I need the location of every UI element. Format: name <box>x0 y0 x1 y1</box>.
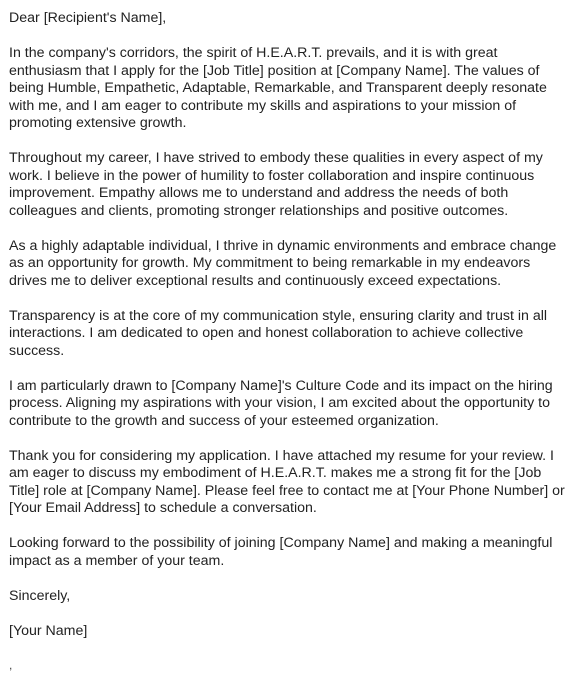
cover-letter <box>9 10 571 689</box>
paragraph-looking-forward: Looking forward to the possibility of joining [Company Name] and making a meaningful impact as a member of your team. <box>9 535 553 569</box>
salutation: Dear [Recipient's Name], <box>9 10 167 26</box>
paragraph-intro: In the company's corridors, the spirit of H.E.A.R.T. prevails, and it is with great enthusiasm that I apply for the [Job Title] position at [Company Name]. The values of being Humble, Empathetic, Adaptable, Remarkable, and Transparent deeply resonate with me, and I am eager to contribute my skills and aspirations to your mission of promoting extensive growth. <box>9 45 547 131</box>
trailing-mark: , <box>9 657 13 672</box>
paragraph-adaptability: As a highly adaptable individual, I thrive in dynamic environments and embrace change as an opportunity for growth. My commitment to being remarkable in my endeavors drives me to deliver exceptional results and continuously exceed expectations. <box>9 237 557 289</box>
paragraph-transparency: Transparency is at the core of my communication style, ensuring clarity and trust in all interactions. I am dedicated to open and honest collaboration to achieve collective success. <box>9 307 548 359</box>
signature: [Your Name] <box>9 622 88 639</box>
paragraph-thank-you: Thank you for considering my application. I have attached my resume for your review. I am eager to discuss my embodiment of H.E.A.R.T. makes me a strong fit for the [Job Title] role at [Company Name]. Please feel free to contact me at [Your Phone Number] or [Your Email Address] to schedule a conversation. <box>9 447 565 516</box>
paragraph-career: Throughout my career, I have strived to embody these qualities in every aspect of my work. I believe in the power of humility to foster collaboration and inspire continuous improvement. Empathy allows me to understand and address the needs of both colleagues and clients, promoting stronger relationships and positive outcomes. <box>9 150 543 219</box>
closing: Sincerely, <box>9 587 71 604</box>
paragraph-culture-code: I am particularly drawn to [Company Name]'s Culture Code and its impact on the hiring process. Aligning my aspirations with your vision, I am excited about the opportunity to contribute to the growth and success of your esteemed organization. <box>9 377 553 429</box>
